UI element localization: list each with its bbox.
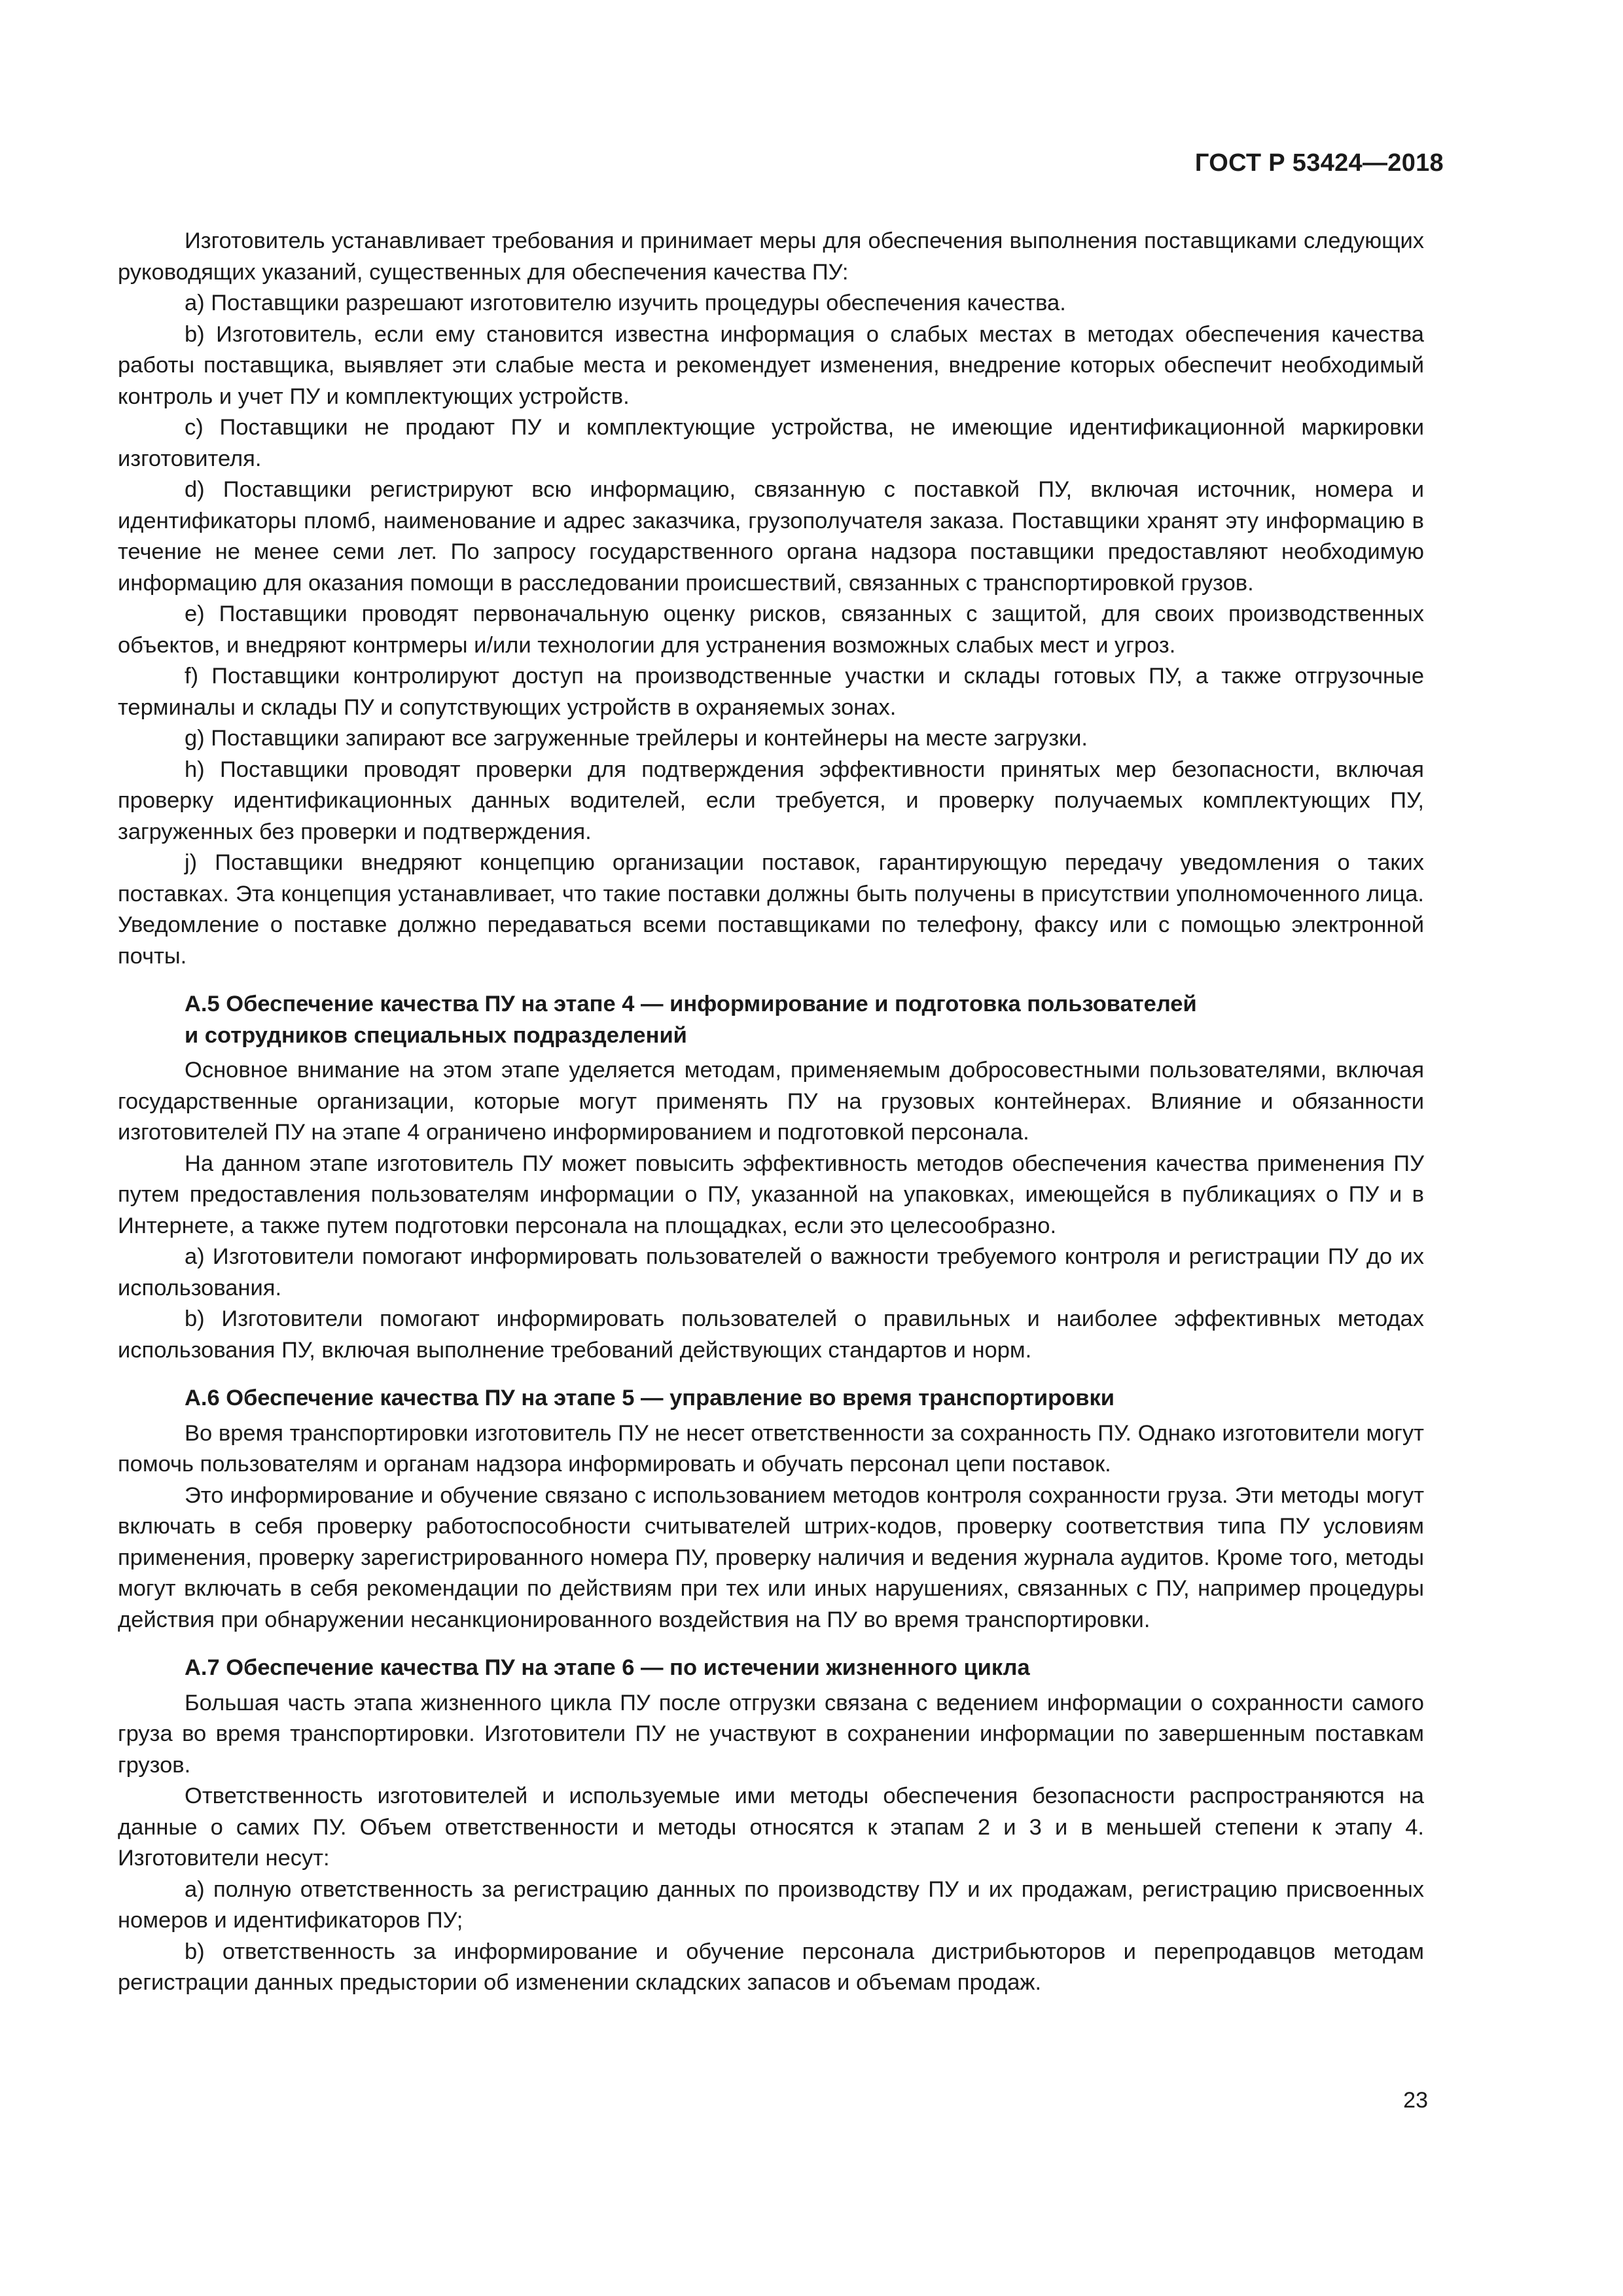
section-heading-a6: А.6 Обеспечение качества ПУ на этапе 5 — управление во время транспортировки xyxy=(185,1386,1115,1410)
list-item-b: b) ответственность за информирование и обучение персонала дистрибьюторов и перепродавцов методам регистрации данных предыстории об изменении складских запасов и объемам продаж. xyxy=(118,1939,1424,1995)
list-item-a: a) Изготовители помогают информировать пользователей о важности требуемого контроля и регистрации ПУ до их использования. xyxy=(118,1244,1424,1300)
list-item-b: b) Изготовители помогают информировать пользователей о правильных и наиболее эффективных методах использования ПУ, включая выполнение требований действующих стандартов и норм. xyxy=(118,1306,1424,1363)
list-item-b: b) Изготовитель, если ему становится известна информация о слабых местах в методах обеспечения качества работы поставщика, выявляет эти слабые места и рекомендует изменения, внедрение которых обеспечит необходимый контроль и учет ПУ и комплектующих устройств. xyxy=(118,321,1424,409)
list-item-h: h) Поставщики проводят проверки для подтверждения эффективности принятых мер безопасности, включая проверку идентификационных данных водителей, если требуется, и проверку получаемых комплектующих ПУ, загруженных без проверки и подтверждения. xyxy=(118,757,1424,844)
document-body xyxy=(118,226,1424,1999)
body-paragraph: Ответственность изготовителей и используемые ими методы обеспечения безопасности распространяются на данные о самих ПУ. Объем ответственности и методы относятся к этапам 2 и 3 и в меньшей степени к этапу 4. Изготовители несут: xyxy=(118,1784,1424,1871)
body-paragraph: На данном этапе изготовитель ПУ может повысить эффективность методов обеспечения качества применения ПУ путем предоставления пользователям информации о ПУ, указанной на упаковках, имеющейся в публикациях о ПУ и в Интернете, а также путем подготовки персонала на площадках, если это целесообразно. xyxy=(118,1151,1424,1238)
list-item-f: f) Поставщики контролируют доступ на производственные участки и склады готовых ПУ, а также отгрузочные терминалы и склады ПУ и сопутствующих устройств в охраняемых зонах. xyxy=(118,664,1424,720)
list-item-d: d) Поставщики регистрируют всю информацию, связанную с поставкой ПУ, включая источник, номера и идентификаторы пломб, наименование и адрес заказчика, грузополучателя заказа. Поставщики хранят эту информацию в течение не менее семи лет. По запросу государственного органа надзора поставщики предоставляют необходимую информацию для оказания помощи в расследовании происшествий, связанных с транспортировкой грузов. xyxy=(118,477,1424,596)
list-item-a: a) Поставщики разрешают изготовителю изучить процедуры обеспечения качества. xyxy=(185,291,1066,315)
body-paragraph: Изготовитель устанавливает требования и принимает меры для обеспечения выполнения поставщиками следующих руководящих указаний, существенных для обеспечения качества ПУ: xyxy=(118,228,1424,285)
list-item-c: c) Поставщики не продают ПУ и комплектующие устройства, не имеющие идентификационной маркировки изготовителя. xyxy=(118,415,1424,471)
section-heading-a5-line2: и сотрудников специальных подразделений xyxy=(185,1022,687,1048)
body-paragraph: Большая часть этапа жизненного цикла ПУ после отгрузки связана с ведением информации о сохранности самого груза во время транспортировки. Изготовители ПУ не участвуют в сохранении информации по завершенным поставкам грузов. xyxy=(118,1690,1424,1778)
list-item-j: j) Поставщики внедряют концепцию организации поставок, гарантирующую передачу уведомления о таких поставках. Эта концепция устанавливает, что такие поставки должны быть получены в присутствии уполномоченного лица. Уведомление о поставке должно передаваться всеми поставщиками по телефону, факсу или с помощью электронной почты. xyxy=(118,850,1424,969)
section-heading-a5 xyxy=(118,989,1424,1051)
section-heading-a7: А.7 Обеспечение качества ПУ на этапе 6 — по истечении жизненного цикла xyxy=(185,1655,1030,1680)
document-code-header: ГОСТ Р 53424—2018 xyxy=(1194,149,1444,177)
page-number: 23 xyxy=(1403,2088,1428,2113)
list-item-a: a) полную ответственность за регистрацию данных по производству ПУ и их продажам, регистрацию присвоенных номеров и идентификаторов ПУ; xyxy=(118,1876,1424,1933)
list-item-g: g) Поставщики запирают все загруженные трейлеры и контейнеры на месте загрузки. xyxy=(185,726,1088,751)
section-heading-a5-line1: А.5 Обеспечение качества ПУ на этапе 4 — информирование и подготовка пользователей xyxy=(185,992,1197,1016)
list-item-e: e) Поставщики проводят первоначальную оценку рисков, связанных с защитой, для своих производственных объектов, и внедряют контрмеры и/или технологии для устранения возможных слабых мест и угроз. xyxy=(118,601,1424,658)
body-paragraph: Основное внимание на этом этапе уделяется методам, применяемым добросовестными пользователями, включая государственные организации, которые могут применять ПУ на грузовых контейнерах. Влияние и обязанности изготовителей ПУ на этапе 4 ограничено информированием и подготовкой персонала. xyxy=(118,1058,1424,1145)
body-paragraph: Это информирование и обучение связано с использованием методов контроля сохранности груза. Эти методы могут включать в себя проверку работоспособности считывателей штрих-кодов, проверку соответствия типа ПУ условиям применения, проверку зарегистрированного номера ПУ, проверку наличия и ведения журнала аудитов. Кроме того, методы могут включать в себя рекомендации по действиям при тех или иных нарушениях, связанных с ПУ, например процедуры действия при обнаружении несанкционированного воздействия на ПУ во время транспортировки. xyxy=(118,1482,1424,1632)
body-paragraph: Во время транспортировки изготовитель ПУ не несет ответственности за сохранность ПУ. Однако изготовители могут помочь пользователям и органам надзора информировать и обучать персонал цепи поставок. xyxy=(118,1420,1424,1477)
